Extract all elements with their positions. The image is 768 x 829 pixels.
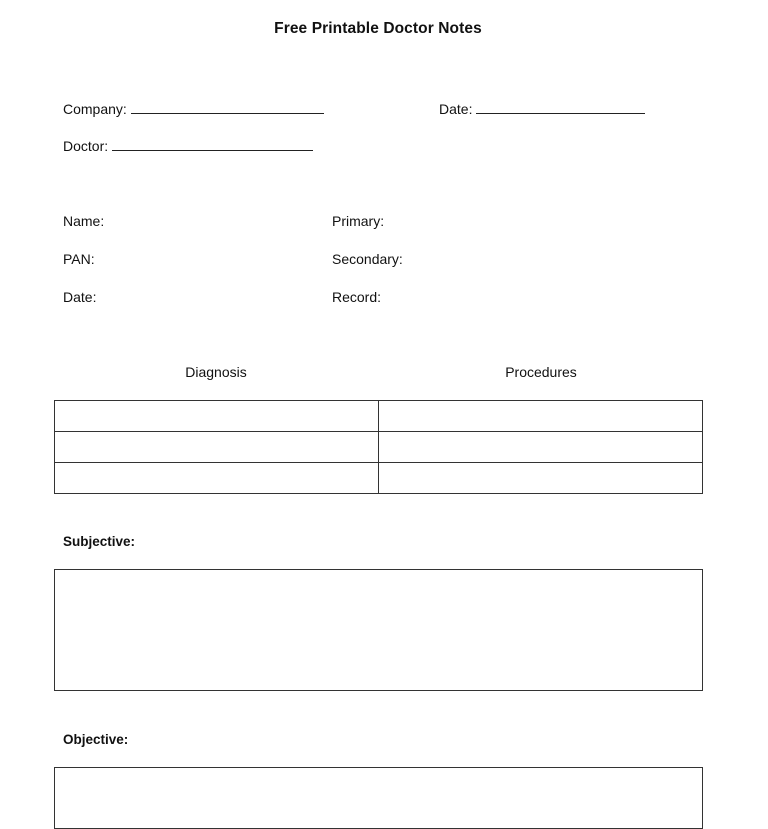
table-row (55, 401, 703, 432)
diagnosis-procedures-table (54, 400, 703, 494)
subjective-box[interactable] (54, 569, 703, 691)
doctor-input-line[interactable] (112, 136, 313, 151)
diagnosis-cell[interactable] (55, 401, 379, 432)
record-label: Record: (332, 289, 382, 305)
doctor-label: Doctor: (63, 138, 109, 154)
table-row (55, 432, 703, 463)
objective-label: Objective: (63, 732, 129, 747)
procedures-header: Procedures (505, 364, 577, 380)
header-date-label: Date: (439, 101, 473, 117)
table-row (55, 463, 703, 494)
diagnosis-cell[interactable] (55, 463, 379, 494)
diagnosis-header: Diagnosis (185, 364, 247, 380)
header-date-field (439, 99, 645, 118)
company-input-line[interactable] (131, 99, 324, 114)
subjective-label: Subjective: (63, 534, 136, 549)
procedures-cell[interactable] (379, 432, 703, 463)
procedures-cell[interactable] (379, 401, 703, 432)
primary-label: Primary: (332, 213, 385, 229)
doctor-field (63, 136, 313, 155)
secondary-label: Secondary: (332, 251, 403, 267)
name-label: Name: (63, 213, 105, 229)
header-date-input-line[interactable] (476, 99, 645, 114)
diagnosis-cell[interactable] (55, 432, 379, 463)
company-field (63, 99, 324, 118)
procedures-cell[interactable] (379, 463, 703, 494)
patient-date-label: Date: (63, 289, 97, 305)
document-title: Free Printable Doctor Notes (274, 20, 482, 37)
company-label: Company: (63, 101, 127, 117)
objective-box[interactable] (54, 767, 703, 829)
pan-label: PAN: (63, 251, 95, 267)
